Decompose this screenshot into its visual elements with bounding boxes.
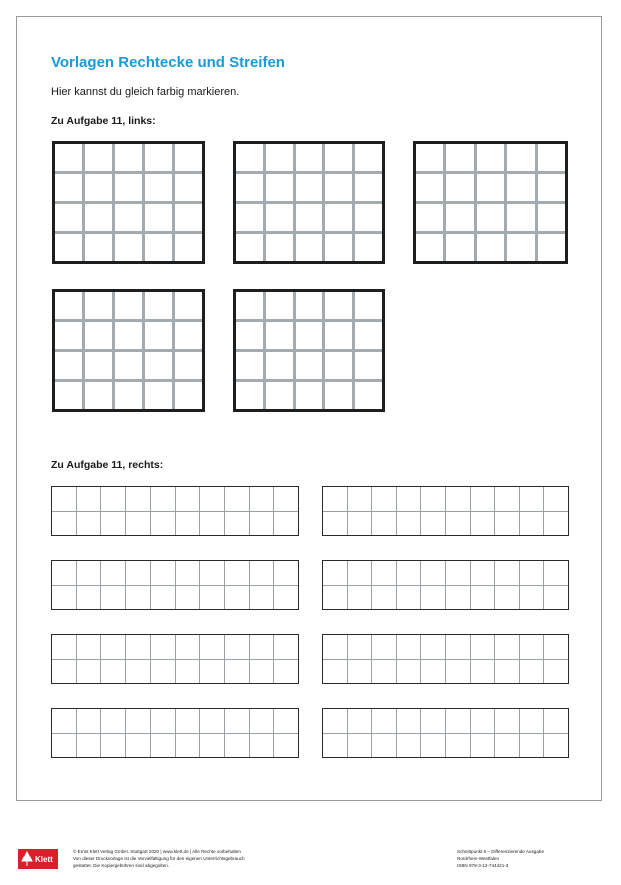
grid-cell <box>175 174 202 201</box>
strip-cell <box>151 561 175 585</box>
copyright-notice <box>73 848 245 869</box>
klett-logo <box>18 849 58 869</box>
strip-cell <box>471 709 495 733</box>
grid-cell <box>145 144 172 171</box>
grid-cell <box>266 352 293 379</box>
grid-cell <box>446 234 473 261</box>
strip-cell <box>52 586 76 610</box>
strip-cell <box>200 635 224 659</box>
grid-cell <box>507 204 534 231</box>
strip-cell <box>176 660 200 684</box>
strip-cell <box>348 734 372 758</box>
grid-cell <box>355 352 382 379</box>
strip-cell <box>323 487 347 511</box>
grid-cell <box>507 174 534 201</box>
grid-cell <box>145 322 172 349</box>
grid-cell <box>145 174 172 201</box>
strip-cell <box>77 561 101 585</box>
strip-cell <box>495 586 519 610</box>
grid-cell <box>355 174 382 201</box>
strip-cell <box>446 660 470 684</box>
grid-cell <box>325 352 352 379</box>
grid-cell <box>175 352 202 379</box>
strip-cell <box>348 635 372 659</box>
strip-cell <box>544 512 568 536</box>
strip-cell <box>250 660 274 684</box>
grid-cell <box>236 234 263 261</box>
strip-cell <box>200 734 224 758</box>
grid-cell <box>236 204 263 231</box>
grid-cell <box>55 382 82 409</box>
strip-cell <box>274 734 298 758</box>
strip-cell <box>495 561 519 585</box>
strip-cell <box>520 709 544 733</box>
strip-cell <box>544 734 568 758</box>
grid-cell <box>85 234 112 261</box>
strip-cell <box>176 586 200 610</box>
strip-cell <box>372 709 396 733</box>
grid-cell <box>477 144 504 171</box>
strip-cell <box>421 660 445 684</box>
strip-cell <box>200 512 224 536</box>
strip-cell <box>421 561 445 585</box>
grid-cell <box>355 144 382 171</box>
strip-cell <box>397 709 421 733</box>
strip-grid <box>51 486 299 536</box>
grid-cell <box>115 174 142 201</box>
grid-cell <box>416 144 443 171</box>
strip-cell <box>101 561 125 585</box>
strip-cell <box>520 734 544 758</box>
strip-cell <box>176 512 200 536</box>
strip-cell <box>225 512 249 536</box>
strip-cell <box>126 660 150 684</box>
grid-cell <box>55 144 82 171</box>
page-title: Vorlagen Rechtecke und Streifen <box>51 54 285 71</box>
strip-cell <box>348 487 372 511</box>
grid-cell <box>416 174 443 201</box>
strip-cell <box>274 487 298 511</box>
grid-cell <box>115 322 142 349</box>
grid-cell <box>266 322 293 349</box>
grid-cell <box>175 382 202 409</box>
strip-cell <box>200 586 224 610</box>
strip-cell <box>200 709 224 733</box>
strip-cell <box>200 561 224 585</box>
strip-cell <box>250 512 274 536</box>
strip-cell <box>52 660 76 684</box>
strip-cell <box>471 586 495 610</box>
strip-grid <box>322 486 569 536</box>
grid-cell <box>477 234 504 261</box>
strip-cell <box>421 709 445 733</box>
strip-cell <box>495 709 519 733</box>
section-heading-left: Zu Aufgabe 11, links: <box>51 115 156 127</box>
strip-cell <box>323 635 347 659</box>
strip-cell <box>151 660 175 684</box>
strip-cell <box>446 487 470 511</box>
strip-cell <box>520 635 544 659</box>
strip-cell <box>372 487 396 511</box>
strip-cell <box>446 709 470 733</box>
strip-cell <box>101 586 125 610</box>
strip-cell <box>274 709 298 733</box>
strip-cell <box>274 586 298 610</box>
strip-cell <box>446 635 470 659</box>
strip-cell <box>348 660 372 684</box>
grid-cell <box>325 382 352 409</box>
rectangle-grid <box>52 289 205 412</box>
grid-cell <box>145 292 172 319</box>
strip-cell <box>225 635 249 659</box>
intro-text: Hier kannst du gleich farbig markieren. <box>51 86 240 98</box>
strip-cell <box>176 709 200 733</box>
grid-cell <box>175 204 202 231</box>
logo-text: Klett <box>35 854 53 864</box>
strip-cell <box>372 512 396 536</box>
strip-cell <box>544 586 568 610</box>
grid-cell <box>266 234 293 261</box>
strip-cell <box>471 734 495 758</box>
grid-cell <box>355 322 382 349</box>
grid-cell <box>325 204 352 231</box>
grid-cell <box>145 204 172 231</box>
grid-cell <box>446 204 473 231</box>
footer-line: gestattet. Die Kopiergebühren sind abgegolten. <box>73 863 170 868</box>
strip-cell <box>176 487 200 511</box>
strip-cell <box>101 512 125 536</box>
grid-cell <box>55 292 82 319</box>
grid-cell <box>416 204 443 231</box>
strip-cell <box>126 709 150 733</box>
strip-cell <box>471 487 495 511</box>
strip-cell <box>77 512 101 536</box>
strip-cell <box>421 635 445 659</box>
strip-cell <box>52 635 76 659</box>
strip-cell <box>495 635 519 659</box>
book-info <box>457 848 544 869</box>
grid-cell <box>355 382 382 409</box>
grid-cell <box>175 322 202 349</box>
strip-cell <box>176 635 200 659</box>
grid-cell <box>477 204 504 231</box>
strip-grid <box>322 634 569 684</box>
grid-cell <box>296 292 323 319</box>
grid-cell <box>296 322 323 349</box>
strip-cell <box>126 512 150 536</box>
strip-cell <box>421 734 445 758</box>
strip-cell <box>520 487 544 511</box>
strip-cell <box>151 635 175 659</box>
grid-cell <box>236 322 263 349</box>
strip-cell <box>101 635 125 659</box>
grid-cell <box>55 352 82 379</box>
grid-cell <box>236 382 263 409</box>
grid-cell <box>538 234 565 261</box>
strip-cell <box>225 586 249 610</box>
strip-grid <box>51 634 299 684</box>
strip-cell <box>126 487 150 511</box>
grid-cell <box>85 352 112 379</box>
strip-cell <box>151 512 175 536</box>
strip-cell <box>421 586 445 610</box>
rectangle-grid <box>413 141 568 264</box>
klett-logo-icon <box>20 851 34 867</box>
strip-cell <box>200 660 224 684</box>
grid-cell <box>266 382 293 409</box>
footer-line: ISBN 978-3-12-744421-3 <box>457 863 509 868</box>
strip-cell <box>151 709 175 733</box>
grid-cell <box>296 352 323 379</box>
grid-cell <box>85 144 112 171</box>
grid-cell <box>538 204 565 231</box>
strip-cell <box>372 660 396 684</box>
section-heading-right: Zu Aufgabe 11, rechts: <box>51 459 164 471</box>
strip-cell <box>176 734 200 758</box>
strip-cell <box>225 709 249 733</box>
strip-cell <box>323 512 347 536</box>
grid-cell <box>85 292 112 319</box>
strip-cell <box>397 586 421 610</box>
strip-cell <box>250 635 274 659</box>
strip-cell <box>126 561 150 585</box>
strip-cell <box>348 561 372 585</box>
footer-line: Schnittpunkt 5 – Differenzierende Ausgabe <box>457 849 545 854</box>
grid-cell <box>296 204 323 231</box>
strip-cell <box>274 635 298 659</box>
strip-cell <box>520 561 544 585</box>
strip-cell <box>544 709 568 733</box>
grid-cell <box>115 234 142 261</box>
grid-cell <box>85 204 112 231</box>
strip-cell <box>77 709 101 733</box>
strip-cell <box>126 734 150 758</box>
grid-cell <box>266 292 293 319</box>
strip-cell <box>323 561 347 585</box>
strip-cell <box>372 635 396 659</box>
grid-cell <box>355 204 382 231</box>
strip-cell <box>225 561 249 585</box>
strip-cell <box>372 586 396 610</box>
strip-cell <box>471 635 495 659</box>
strip-cell <box>471 561 495 585</box>
footer-line: © Ernst Klett Verlag GmbH, Stuttgart 2020 | www.klett.de | Alle Rechte vorbehalten <box>73 849 241 854</box>
grid-cell <box>145 382 172 409</box>
strip-cell <box>200 487 224 511</box>
strip-cell <box>446 734 470 758</box>
strip-cell <box>520 512 544 536</box>
strip-cell <box>52 512 76 536</box>
strip-cell <box>372 734 396 758</box>
footer-line: Von dieser Druckvorlage ist die Vervielfältigung für den eigenen Unterrichtsgebrauch <box>73 856 245 861</box>
strip-cell <box>250 586 274 610</box>
strip-cell <box>250 734 274 758</box>
strip-cell <box>274 561 298 585</box>
rectangle-grid <box>52 141 205 264</box>
grid-cell <box>446 174 473 201</box>
strip-cell <box>495 660 519 684</box>
grid-cell <box>538 174 565 201</box>
strip-cell <box>151 586 175 610</box>
strip-cell <box>101 487 125 511</box>
grid-cell <box>325 144 352 171</box>
strip-cell <box>77 660 101 684</box>
grid-cell <box>266 174 293 201</box>
strip-cell <box>323 709 347 733</box>
strip-cell <box>77 734 101 758</box>
strip-cell <box>544 635 568 659</box>
strip-cell <box>544 487 568 511</box>
grid-cell <box>296 234 323 261</box>
strip-cell <box>348 709 372 733</box>
footer-line: Nordrhein-Westfalen <box>457 856 500 861</box>
grid-cell <box>236 144 263 171</box>
rectangle-grid <box>233 141 385 264</box>
strip-cell <box>101 734 125 758</box>
grid-cell <box>325 234 352 261</box>
strip-cell <box>495 734 519 758</box>
strip-grid <box>51 708 299 758</box>
strip-cell <box>446 512 470 536</box>
strip-cell <box>225 487 249 511</box>
strip-cell <box>520 586 544 610</box>
strip-cell <box>323 660 347 684</box>
strip-grid <box>322 560 569 610</box>
grid-cell <box>296 174 323 201</box>
strip-cell <box>471 512 495 536</box>
strip-cell <box>348 586 372 610</box>
grid-cell <box>266 144 293 171</box>
strip-cell <box>101 709 125 733</box>
strip-cell <box>52 487 76 511</box>
strip-cell <box>250 487 274 511</box>
grid-cell <box>477 174 504 201</box>
grid-cell <box>296 144 323 171</box>
strip-cell <box>77 487 101 511</box>
grid-cell <box>266 204 293 231</box>
strip-grid <box>322 708 569 758</box>
grid-cell <box>325 292 352 319</box>
strip-cell <box>397 734 421 758</box>
grid-cell <box>85 382 112 409</box>
grid-cell <box>115 204 142 231</box>
strip-grid <box>51 560 299 610</box>
strip-cell <box>372 561 396 585</box>
grid-cell <box>145 352 172 379</box>
strip-cell <box>225 734 249 758</box>
grid-cell <box>115 292 142 319</box>
grid-cell <box>538 144 565 171</box>
strip-cell <box>225 660 249 684</box>
strip-cell <box>52 561 76 585</box>
grid-cell <box>325 322 352 349</box>
strip-cell <box>151 487 175 511</box>
grid-cell <box>236 352 263 379</box>
strip-cell <box>544 561 568 585</box>
strip-cell <box>421 512 445 536</box>
strip-cell <box>151 734 175 758</box>
grid-cell <box>236 174 263 201</box>
grid-cell <box>55 234 82 261</box>
grid-cell <box>325 174 352 201</box>
grid-cell <box>55 204 82 231</box>
grid-cell <box>355 234 382 261</box>
grid-cell <box>507 234 534 261</box>
grid-cell <box>145 234 172 261</box>
strip-cell <box>397 487 421 511</box>
strip-cell <box>101 660 125 684</box>
grid-cell <box>507 144 534 171</box>
strip-cell <box>274 512 298 536</box>
strip-cell <box>77 635 101 659</box>
strip-cell <box>495 487 519 511</box>
grid-cell <box>416 234 443 261</box>
strip-cell <box>348 512 372 536</box>
grid-cell <box>85 174 112 201</box>
grid-cell <box>446 144 473 171</box>
strip-cell <box>52 709 76 733</box>
grid-cell <box>115 144 142 171</box>
strip-cell <box>250 709 274 733</box>
grid-cell <box>115 352 142 379</box>
grid-cell <box>85 322 112 349</box>
grid-cell <box>175 234 202 261</box>
strip-cell <box>126 635 150 659</box>
strip-cell <box>397 635 421 659</box>
strip-cell <box>446 586 470 610</box>
strip-cell <box>323 586 347 610</box>
grid-cell <box>115 382 142 409</box>
strip-cell <box>126 586 150 610</box>
strip-cell <box>176 561 200 585</box>
strip-cell <box>421 487 445 511</box>
strip-cell <box>471 660 495 684</box>
strip-cell <box>544 660 568 684</box>
strip-cell <box>397 561 421 585</box>
grid-cell <box>296 382 323 409</box>
strip-cell <box>250 561 274 585</box>
rectangle-grid <box>233 289 385 412</box>
strip-cell <box>446 561 470 585</box>
grid-cell <box>175 292 202 319</box>
strip-cell <box>77 586 101 610</box>
grid-cell <box>175 144 202 171</box>
strip-cell <box>323 734 347 758</box>
strip-cell <box>520 660 544 684</box>
grid-cell <box>236 292 263 319</box>
strip-cell <box>52 734 76 758</box>
strip-cell <box>495 512 519 536</box>
strip-cell <box>397 512 421 536</box>
strip-cell <box>397 660 421 684</box>
grid-cell <box>355 292 382 319</box>
grid-cell <box>55 322 82 349</box>
strip-cell <box>274 660 298 684</box>
grid-cell <box>55 174 82 201</box>
